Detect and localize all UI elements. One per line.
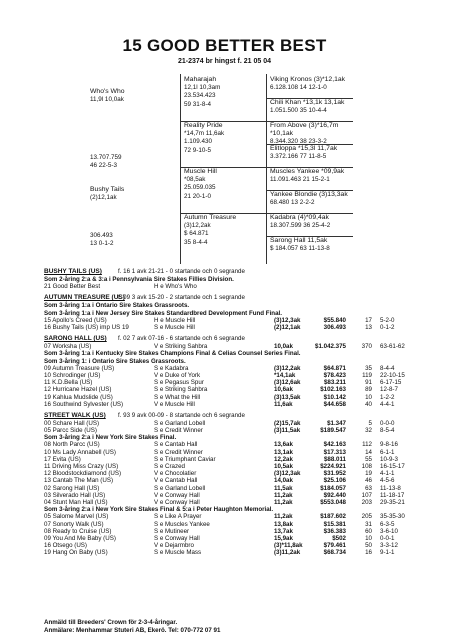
offspring-earnings: $83.211 (323, 379, 346, 387)
offspring-earnings: $64.871 (323, 364, 346, 372)
grandparent-line: 12,1l 10,3am (184, 84, 221, 92)
offspring-name: 05 Parcc Side (US) (44, 427, 97, 435)
dam-name: SARONG HALL (US) (44, 335, 107, 343)
offspring-sire: S e Cantab Hall (154, 441, 198, 449)
great-grandparent-cell (267, 191, 353, 214)
offspring-placings: 6-1-1 (380, 448, 395, 456)
offspring-starts: 5 (368, 419, 372, 427)
offspring-earnings: $189.547 (320, 427, 346, 435)
offspring-row (44, 365, 424, 372)
offspring-name: 19 Kahlua Mudslide (US) (44, 393, 113, 401)
great-grandparent-line: Kadabra (4)*09,4ak (270, 214, 329, 221)
dam-name: STREET WALK (US) (44, 411, 106, 419)
offspring-sire: S e What the Hill (154, 393, 201, 401)
offspring-record: 13,1ak (274, 448, 293, 456)
offspring-starts: 107 (361, 491, 372, 499)
great-grandparent-cell (267, 214, 353, 237)
grandparent-line: 72 9-10-5 (184, 146, 211, 154)
offspring-sire: V e Chocolatier (154, 470, 197, 478)
grandparent-line: (3)12,2ak (184, 222, 211, 230)
grandparent-cell (181, 122, 267, 168)
offspring-placings: 11-18-17 (380, 491, 405, 499)
great-grandparent-line: Chili Khan *13,1k 13,1ak (270, 99, 345, 106)
great-grandparent-cell (267, 122, 353, 145)
offspring-sire: S e Pegasus Spur (154, 379, 204, 387)
race-note: Som 2-åring 2:a & 3:a i Pennsylvania Sire Stakes Fillies Division. (44, 276, 234, 283)
dam-info: f. 93 9 avk 00-09 - 8 startande och 6 segrande (118, 411, 245, 419)
offspring-earnings: $78.423 (323, 371, 346, 379)
offspring-earnings: $10.142 (323, 393, 346, 401)
offspring-record: 10,6ak (274, 386, 293, 394)
offspring-sire: S e Kadabra (154, 364, 189, 372)
offspring-placings: 35-35-30 (380, 513, 405, 521)
offspring-row (44, 420, 424, 427)
offspring-name: 12 Bloodstockdiamond (US) (44, 470, 122, 478)
pedigree-col-great-grandparents (266, 74, 353, 264)
offspring-placings: 6-17-15 (380, 379, 402, 387)
dam-section (44, 412, 424, 557)
offspring-record: 10,0ak (274, 343, 293, 351)
race-note: Som 3-åring 1:a i New Jersey Sire Stakes Standardbred Development Fund Final. (44, 309, 282, 317)
race-note: Som 3-åring 1:a i Ontario Sire Stakes Grassroots. (44, 302, 190, 310)
race-note: Som 3-åring 2:a i New York Sire Stakes Final & 5:a i Peter Haughton Memorial. (44, 506, 274, 514)
offspring-row (44, 463, 424, 470)
grandparent-line: 35 8-4-4 (184, 238, 208, 246)
offspring-name: 10 Schrodinger (US) (44, 371, 101, 379)
offspring-name: 05 Salome Marvel (US) (44, 513, 109, 521)
offspring-sire: S e Credit Winner (154, 448, 203, 456)
offspring-placings: 0-0-0 (380, 419, 395, 427)
offspring-starts: 60 (365, 527, 372, 535)
offspring-earnings: $42.163 (323, 441, 346, 449)
offspring-placings: 8-4-4 (380, 364, 395, 372)
offspring-row (44, 456, 424, 463)
offspring-placings: 4-5-6 (380, 477, 395, 485)
offspring-starts: 46 (365, 477, 372, 485)
offspring-row (44, 470, 424, 477)
dam-section (44, 335, 424, 408)
offspring-name: 11 K.D.Bella (US) (44, 379, 93, 387)
offspring-record: *14,1ak (274, 371, 296, 379)
offspring-row (44, 535, 424, 542)
offspring-record: (3)*11,8ak (274, 542, 303, 550)
offspring-earnings: 306.493 (323, 323, 346, 331)
offspring-sire: S e Conway Hall (154, 534, 200, 542)
offspring-name: 07 Worksha (US) (44, 343, 92, 351)
offspring-placings: 22-10-15 (380, 371, 405, 379)
offspring-sire: H e Who's Who (154, 283, 197, 291)
offspring-sire: S e Crazed (154, 463, 185, 471)
offspring-sire: V e Conway Hall (154, 498, 200, 506)
offspring-row (44, 499, 424, 506)
offspring-name: 12 Hurricane Hazel (US) (44, 386, 112, 394)
sire-block: Who's Who 11,9l 10,0ak (90, 88, 125, 104)
dam-info: f. 02 7 avk 07-16 - 6 startande och 6 segrande (118, 335, 245, 343)
offspring-row (44, 549, 424, 556)
offspring-row (44, 449, 424, 456)
offspring-record: 14,0ak (274, 477, 293, 485)
offspring-placings: 16-15-17 (380, 463, 405, 471)
offspring-name: 19 Hang On Baby (US) (44, 549, 108, 557)
dam-section (44, 268, 424, 290)
offspring-starts: 40 (365, 400, 372, 408)
offspring-record: (3)12,3ak (274, 316, 301, 324)
page-title: 15 GOOD BETTER BEST (122, 36, 327, 55)
footer-line: Anmälare: Menhammar Stuteri AB, Ekerö. Tel: 070-772 07 91 (44, 627, 221, 634)
pedigree-col-grandparents (180, 74, 267, 264)
offspring-placings: 6-3-5 (380, 520, 395, 528)
offspring-record: 11,2ak (274, 498, 293, 506)
grandparent-line: Maharajah (184, 76, 217, 83)
race-note: Som 3-åring 2:a i New York Sire Stakes Final. (44, 434, 177, 442)
offspring-row (44, 401, 424, 408)
offspring-placings: 9-8-16 (380, 441, 398, 449)
progeny-sections (44, 268, 424, 560)
offspring-name: 07 Sonorty Walk (US) (44, 520, 104, 528)
offspring-placings: 8-5-4 (380, 427, 395, 435)
offspring-starts: 63 (365, 484, 372, 492)
offspring-row (44, 283, 424, 290)
offspring-earnings: $17.313 (323, 448, 346, 456)
dam-section-header (44, 412, 424, 420)
dam-section-header (44, 335, 424, 343)
offspring-row (44, 386, 424, 393)
great-grandparent-line: 11.091.463 21 15-2-1 (270, 176, 330, 184)
offspring-starts: 370 (361, 343, 372, 351)
offspring-row (44, 492, 424, 499)
offspring-placings: 10-9-3 (380, 455, 398, 463)
offspring-row (44, 528, 424, 535)
offspring-starts: 10 (365, 393, 372, 401)
offspring-name: 08 Ready to Cruise (US) (44, 527, 112, 535)
offspring-starts: 10 (365, 534, 372, 542)
great-grandparent-line: 6.128.108 14 12-1-0 (270, 84, 327, 92)
offspring-placings: 4-1-1 (380, 470, 395, 478)
offspring-record: 11,2ak (274, 513, 293, 521)
offspring-record: 11,6ak (274, 400, 293, 408)
offspring-placings: 5-2-0 (380, 316, 395, 324)
offspring-earnings: $224.921 (320, 463, 346, 471)
offspring-name: 10 Ms Lady Annabell (US) (44, 448, 116, 456)
grandparent-cell (181, 214, 267, 260)
dam-section-header (44, 268, 424, 276)
great-grandparent-line: 1.051.500 35 10-4-4 (270, 107, 327, 115)
offspring-sire: V e Muscle Hill (154, 400, 195, 408)
offspring-record: (3)11,2ak (274, 549, 301, 557)
offspring-placings: 9-1-1 (380, 549, 395, 557)
offspring-record: 11,2ak (274, 491, 293, 499)
offspring-sire: S e Muscle Hill (154, 323, 195, 331)
offspring-sire: V e Cantab Hall (154, 477, 198, 485)
offspring-placings: 0-0-1 (380, 534, 395, 542)
dam-info: f. 09 3 avk 15-20 - 2 startande och 1 segrande (118, 294, 245, 302)
offspring-earnings: $31.952 (323, 470, 346, 478)
offspring-record: 13,7ak (274, 527, 293, 535)
offspring-sire: S e Mutineer (154, 527, 190, 535)
dam-info: f. 16 1 avk 21-21 - 0 startande och 0 segrande (118, 268, 245, 275)
great-grandparent-cell (267, 99, 353, 122)
offspring-earnings: $92.440 (323, 491, 346, 499)
offspring-name: 16 Southwind Sylvester (US) (44, 400, 124, 408)
grandparent-line: *14,7m 11,6ak (184, 130, 225, 138)
great-grandparent-cell (267, 76, 353, 99)
great-grandparent-line: Sarong Hall 11,5ak (270, 237, 328, 244)
footer-line: Anmäld till Breeders' Crown för 2-3-4-åringar. (44, 619, 178, 626)
grandparent-line: 25.059.035 (184, 184, 216, 192)
offspring-row (44, 372, 424, 379)
offspring-placings: 11-13-8 (380, 484, 401, 492)
offspring-starts: 119 (362, 371, 372, 379)
offspring-starts: 13 (365, 323, 372, 331)
offspring-starts: 35 (365, 364, 372, 372)
dam-name: BUSHY TAILS (US) (44, 268, 102, 275)
offspring-name: 15 Apollo's Creed (US) (44, 316, 107, 324)
offspring-earnings: $1.347 (327, 419, 346, 427)
offspring-sire: V e Dejarmbro (154, 542, 194, 550)
offspring-name: 09 Autumn Treasure (US) (44, 364, 115, 372)
offspring-earnings: $44.658 (323, 400, 346, 408)
offspring-earnings: $1.042.375 (315, 343, 346, 351)
great-grandparent-line: From Above (3)*16,7m *10,1ak (270, 122, 339, 138)
offspring-earnings: $187.602 (320, 513, 346, 521)
offspring-row (44, 343, 424, 350)
great-grandparent-line: 8.344.320 38 23-3-2 (270, 138, 327, 146)
dam-section-header (44, 294, 424, 302)
offspring-sire: S e Muscles Yankee (154, 520, 210, 528)
great-grandparent-cell (267, 145, 353, 168)
dam-record: 13.707.759 46 22-5-3 (90, 154, 122, 170)
offspring-record: 11,5ak (274, 484, 293, 492)
offspring-sire: V e Striking Sahbra (154, 343, 208, 351)
offspring-earnings: $79.461 (323, 542, 346, 550)
grandparent-line: 23.534.423 (184, 92, 216, 100)
great-grandparent-line: 68.480 13 2-2-2 (270, 199, 315, 207)
grandparent-line: 21 20-1-0 (184, 192, 211, 200)
offspring-earnings: $88.011 (323, 455, 346, 463)
offspring-placings: 12-8-7 (380, 386, 398, 394)
offspring-starts: 55 (365, 455, 372, 463)
offspring-record: 15,9ak (274, 534, 293, 542)
offspring-record: (3)12,3ak (274, 470, 301, 478)
offspring-name: 13 Cantab The Man (US) (44, 477, 114, 485)
offspring-row (44, 317, 424, 324)
offspring-row (44, 379, 424, 386)
offspring-row (44, 477, 424, 484)
offspring-placings: 3-6-10 (380, 527, 398, 535)
race-note: Som 3-åring 1: i Ontario Sire Stakes Grassroots. (44, 357, 186, 365)
offspring-starts: 19 (365, 470, 372, 478)
offspring-record: 10,5ak (274, 463, 293, 471)
offspring-sire: S e Garland Lobell (154, 419, 206, 427)
offspring-earnings: $36.383 (323, 527, 346, 535)
offspring-row (44, 485, 424, 492)
offspring-sire: V e Duke of York (154, 371, 201, 379)
grandparent-line: Reality Pride (184, 122, 223, 129)
offspring-sire: S e Garland Lobell (154, 484, 206, 492)
offspring-earnings: $502 (332, 534, 346, 542)
offspring-row (44, 324, 424, 331)
offspring-sire: S e Striking Sahbra (154, 386, 208, 394)
offspring-placings: 63-61-62 (380, 343, 405, 351)
great-grandparent-line: $ 184.057 63 11-13-8 (270, 245, 330, 253)
offspring-name: 21 Good Better Best (44, 283, 101, 291)
offspring-earnings: $25.106 (323, 477, 346, 485)
offspring-sire: S e Triumphant Caviar (154, 455, 216, 463)
offspring-sire: S e Like A Prayer (154, 513, 202, 521)
great-grandparent-line: Muscles Yankee *09,9ak (270, 168, 345, 175)
offspring-row (44, 521, 424, 528)
offspring-starts: 16 (365, 549, 372, 557)
offspring-record: (3)12,6ak (274, 379, 301, 387)
offspring-name: 17 Evita (US) (44, 455, 81, 463)
offspring-name: 03 Silverado Hall (US) (44, 491, 106, 499)
offspring-earnings: $184.057 (320, 484, 346, 492)
great-grandparent-line: 3.372.166 77 11-8-5 (270, 153, 327, 161)
grandparent-cell (181, 76, 267, 122)
offspring-record: 12,2ak (274, 455, 293, 463)
offspring-sire: S e Credit Winner (154, 427, 203, 435)
pedigree-col-parents (84, 74, 180, 264)
offspring-row (44, 394, 424, 401)
offspring-starts: 17 (365, 316, 372, 324)
dam-block: Bushy Tails (2)12,1ak (90, 186, 125, 202)
race-note: Som 3-åring 1:a i Kentucky Sire Stakes Champions Final & Celias Counsel Series Final. (44, 350, 301, 358)
dam-bottom-record: 306.493 13 0-1-2 (90, 232, 114, 248)
offspring-starts: 14 (365, 448, 372, 456)
offspring-name: 11 Driving Miss Crazy (US) (44, 463, 119, 471)
offspring-row (44, 542, 424, 549)
offspring-placings: 0-1-2 (380, 323, 395, 331)
grandparent-line: Autumn Treasure (184, 214, 237, 221)
offspring-sire: S e Muscle Mass (154, 549, 202, 557)
offspring-name: 02 Sarong Hall (US) (44, 484, 100, 492)
offspring-row (44, 427, 424, 434)
offspring-placings: 1-2-2 (380, 393, 395, 401)
offspring-placings: 29-35-21 (380, 498, 405, 506)
offspring-starts: 112 (362, 441, 372, 449)
great-grandparent-line: Yankee Blondie (3)13,3ak (270, 191, 348, 198)
offspring-record: 13,8ak (274, 520, 293, 528)
offspring-starts: 91 (365, 379, 372, 387)
offspring-name: 08 North Parcc (US) (44, 441, 100, 449)
grandparent-line: *08,5ak (184, 176, 206, 184)
offspring-placings: 4-4-1 (380, 400, 395, 408)
offspring-record: (2)15,7ak (274, 419, 301, 427)
dam-section (44, 294, 424, 331)
offspring-sire: H e Muscle Hill (154, 316, 196, 324)
great-grandparent-cell (267, 237, 353, 260)
offspring-name: 04 Stunt Man Hall (US) (44, 498, 108, 506)
offspring-name: 09 You And Me Baby (US) (44, 534, 116, 542)
grandparent-line: 59 31-8-4 (184, 100, 211, 108)
offspring-placings: 3-3-12 (380, 542, 398, 550)
pedigree-table (84, 74, 352, 264)
offspring-name: 16 Otsego (US) (44, 542, 87, 550)
offspring-row (44, 441, 424, 448)
offspring-record: (3)13,5ak (274, 393, 301, 401)
offspring-record: (3)12,2ak (274, 364, 301, 372)
grandparent-line: Muscle Hill (184, 168, 217, 175)
offspring-record: (3)11,5ak (274, 427, 301, 435)
offspring-starts: 50 (365, 542, 372, 550)
great-grandparent-line: 18.307.599 36 25-4-2 (270, 222, 331, 230)
offspring-starts: 203 (361, 498, 372, 506)
offspring-starts: 205 (361, 513, 372, 521)
grandparent-line: 1.109.430 (184, 138, 213, 146)
offspring-name: 16 Bushy Tails (US) imp US 19 (44, 323, 129, 331)
offspring-row (44, 513, 424, 520)
offspring-earnings: $55.840 (323, 316, 346, 324)
offspring-starts: 89 (365, 386, 372, 394)
horse-subtitle: 21-2374 br hingst f. 21 05 04 (178, 58, 271, 65)
offspring-earnings: $102.163 (320, 386, 346, 394)
great-grandparent-line: Viking Kronos (3)*12,1ak (270, 76, 346, 83)
offspring-earnings: $15.381 (323, 520, 346, 528)
offspring-name: 00 Schare Hall (US) (44, 419, 100, 427)
footer (44, 619, 220, 635)
great-grandparent-cell (267, 168, 353, 191)
offspring-earnings: $68.734 (323, 549, 346, 557)
grandparent-line: $ 64.871 (184, 230, 209, 238)
grandparent-cell (181, 168, 267, 214)
offspring-starts: 31 (365, 520, 372, 528)
great-grandparent-line: Elitloppa *15,3l 11,7ak (270, 145, 338, 152)
offspring-record: 13,6ak (274, 441, 293, 449)
offspring-starts: 108 (361, 463, 372, 471)
offspring-starts: 32 (365, 427, 372, 435)
offspring-sire: V e Conway Hall (154, 491, 200, 499)
dam-name: AUTUMN TREASURE (US) (44, 294, 125, 302)
offspring-record: (2)12,1ak (274, 323, 301, 331)
offspring-earnings: $553.048 (320, 498, 346, 506)
